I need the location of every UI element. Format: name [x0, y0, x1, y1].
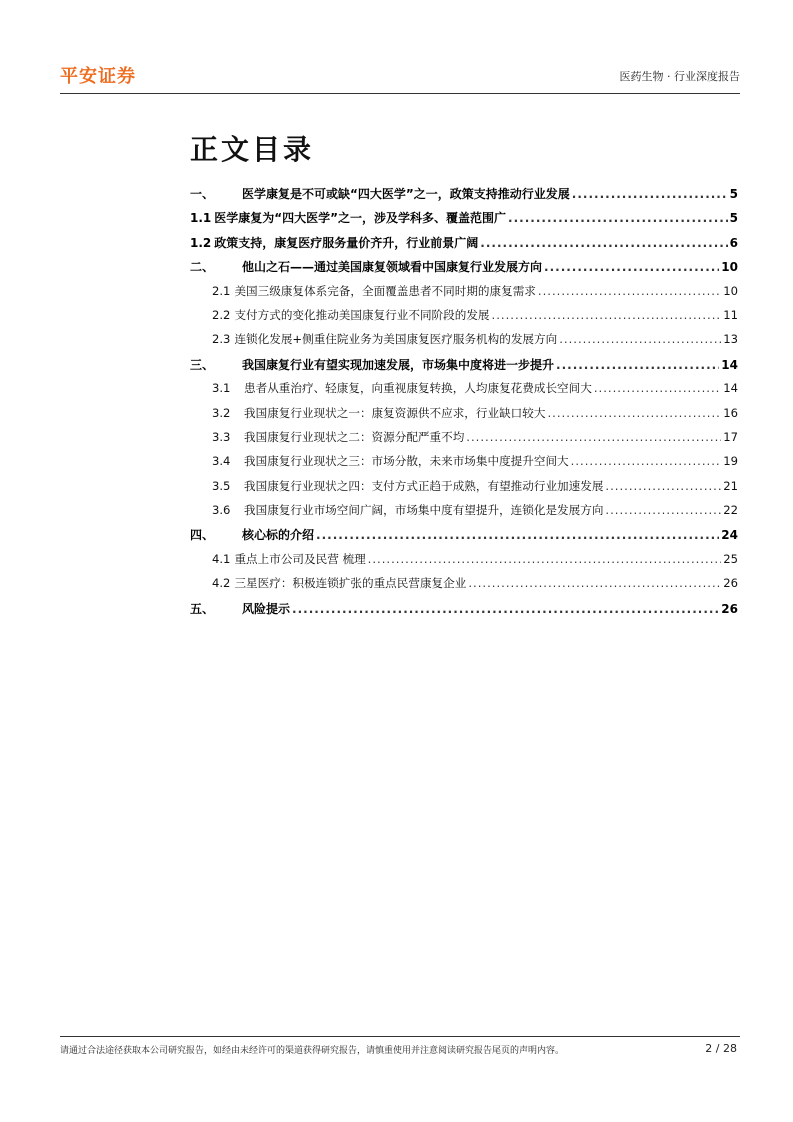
- toc-number: 三、: [190, 357, 215, 372]
- toc-number: 3.2: [212, 405, 231, 420]
- toc-leader: [544, 260, 719, 274]
- toc-label: 我国康复行业现状之一：康复资源供不应求，行业缺口较大: [244, 405, 546, 420]
- toc-entry[interactable]: [190, 453, 738, 477]
- toc-leader: [559, 332, 721, 346]
- toc-entry[interactable]: [190, 600, 738, 624]
- toc-leader: [492, 308, 722, 322]
- page-header: [60, 58, 740, 94]
- table-of-contents: [190, 185, 738, 624]
- toc-entry[interactable]: [190, 575, 738, 599]
- toc-number: 4.2: [212, 576, 231, 591]
- toc-label: 支付方式的变化推动美国康复行业不同阶段的发展: [234, 307, 490, 322]
- toc-number: 3.5: [212, 478, 231, 493]
- toc-page: 21: [723, 478, 738, 493]
- toc-number: 2.3: [212, 332, 231, 347]
- toc-page: 26: [723, 576, 738, 591]
- toc-label: 医学康复是不可或缺“四大医学”之一，政策支持推动行业发展: [242, 187, 570, 201]
- toc-entry[interactable]: [190, 478, 738, 502]
- toc-page: 22: [723, 503, 738, 518]
- toc-number: 一、: [190, 187, 215, 201]
- toc-leader: [468, 576, 721, 590]
- toc-leader: [508, 211, 728, 225]
- toc-leader: [556, 358, 719, 372]
- toc-entry[interactable]: [190, 551, 738, 575]
- toc-label: 医学康复为“四大医学”之一，涉及学科多、覆盖范围广: [214, 211, 507, 226]
- company-logo: 平安证券: [60, 66, 136, 87]
- toc-page: 10: [723, 283, 738, 298]
- toc-page: 14: [721, 357, 738, 372]
- toc-entry[interactable]: [190, 258, 738, 282]
- toc-leader: [605, 503, 721, 517]
- toc-label: 风险提示: [242, 601, 291, 616]
- toc-entry[interactable]: [190, 185, 738, 209]
- toc-leader: [594, 381, 721, 395]
- toc-number: 四、: [190, 528, 215, 543]
- toc-number: 3.4: [212, 454, 231, 469]
- toc-page: 13: [723, 332, 738, 347]
- footer-divider: [60, 1036, 740, 1037]
- toc-number: 1.2: [190, 235, 212, 250]
- toc-entry[interactable]: [190, 405, 738, 429]
- page-number: 2 / 28: [705, 1042, 737, 1055]
- toc-entry[interactable]: [190, 283, 738, 307]
- toc-page: 24: [721, 528, 738, 543]
- toc-entry[interactable]: [190, 234, 738, 258]
- toc-entry[interactable]: [190, 307, 738, 331]
- toc-label: 三星医疗：积极连锁扩张的重点民营康复企业: [234, 576, 467, 591]
- toc-page: 5: [729, 187, 738, 201]
- toc-page: 19: [723, 454, 738, 469]
- toc-entry[interactable]: [190, 209, 738, 233]
- page-title: 正文目录: [190, 133, 315, 166]
- toc-page: 11: [723, 307, 738, 322]
- toc-entry[interactable]: [190, 356, 738, 380]
- report-category: 医药生物 · 行业深度报告: [619, 70, 740, 83]
- toc-page: 14: [723, 381, 738, 396]
- toc-label: 我国康复行业现状之二：资源分配严重不均: [244, 429, 465, 444]
- toc-number: 五、: [190, 601, 215, 616]
- toc-leader: [572, 187, 728, 201]
- toc-entry[interactable]: [190, 502, 738, 526]
- toc-number: 1.1: [190, 211, 212, 226]
- toc-page: 5: [729, 211, 738, 226]
- toc-leader: [571, 454, 722, 468]
- toc-leader: [368, 552, 722, 566]
- header-divider: [60, 93, 740, 94]
- toc-label: 核心标的介绍: [242, 528, 315, 543]
- toc-number: 2.2: [212, 307, 231, 322]
- toc-leader: [316, 528, 719, 542]
- toc-page: 17: [723, 429, 738, 444]
- toc-label: 美国三级康复体系完备，全面覆盖患者不同时期的康复需求: [234, 283, 536, 298]
- toc-label: 我国康复行业有望实现加速发展，市场集中度将进一步提升: [242, 357, 555, 372]
- toc-label: 政策支持，康复医疗服务量价齐升，行业前景广阔: [214, 235, 479, 250]
- toc-leader: [480, 236, 727, 250]
- toc-label: 我国康复行业现状之三：市场分散，未来市场集中度提升空间大: [244, 454, 569, 469]
- toc-label: 患者从重治疗、轻康复，向重视康复转换，人均康复花费成长空间大: [244, 381, 592, 396]
- toc-page: 16: [723, 405, 738, 420]
- toc-number: 3.6: [212, 503, 231, 518]
- toc-number: 2.1: [212, 283, 231, 298]
- toc-number: 二、: [190, 260, 215, 275]
- toc-label: 我国康复行业现状之四：支付方式正趋于成熟，有望推动行业加速发展: [244, 478, 604, 493]
- toc-leader: [605, 479, 721, 493]
- toc-number: 3.1: [212, 381, 231, 396]
- toc-page: 6: [729, 235, 738, 250]
- footer-disclaimer: 请通过合法途径获取本公司研究报告，如经由未经许可的渠道获得研究报告，请慎重使用并注意阅读研究报告尾页的声明内容。: [60, 1046, 565, 1056]
- toc-leader: [547, 406, 721, 420]
- toc-leader: [292, 602, 719, 616]
- toc-entry[interactable]: [190, 429, 738, 453]
- toc-entry[interactable]: [190, 380, 738, 404]
- toc-label: 连锁化发展+侧重住院业务为美国康复医疗服务机构的发展方向: [234, 332, 558, 347]
- toc-entry[interactable]: [190, 526, 738, 550]
- toc-number: 4.1: [212, 551, 231, 566]
- toc-label: 他山之石——通过美国康复领域看中国康复行业发展方向: [242, 260, 543, 275]
- toc-leader: [538, 284, 721, 298]
- toc-page: 10: [721, 260, 738, 275]
- toc-label: 我国康复行业市场空间广阔，市场集中度有望提升，连锁化是发展方向: [244, 503, 604, 518]
- toc-entry[interactable]: [190, 331, 738, 355]
- toc-leader: [466, 430, 721, 444]
- toc-label: 重点上市公司及民营 梳理: [234, 551, 366, 566]
- toc-number: 3.3: [212, 429, 231, 444]
- toc-page: 25: [723, 551, 738, 566]
- toc-page: 26: [721, 601, 738, 616]
